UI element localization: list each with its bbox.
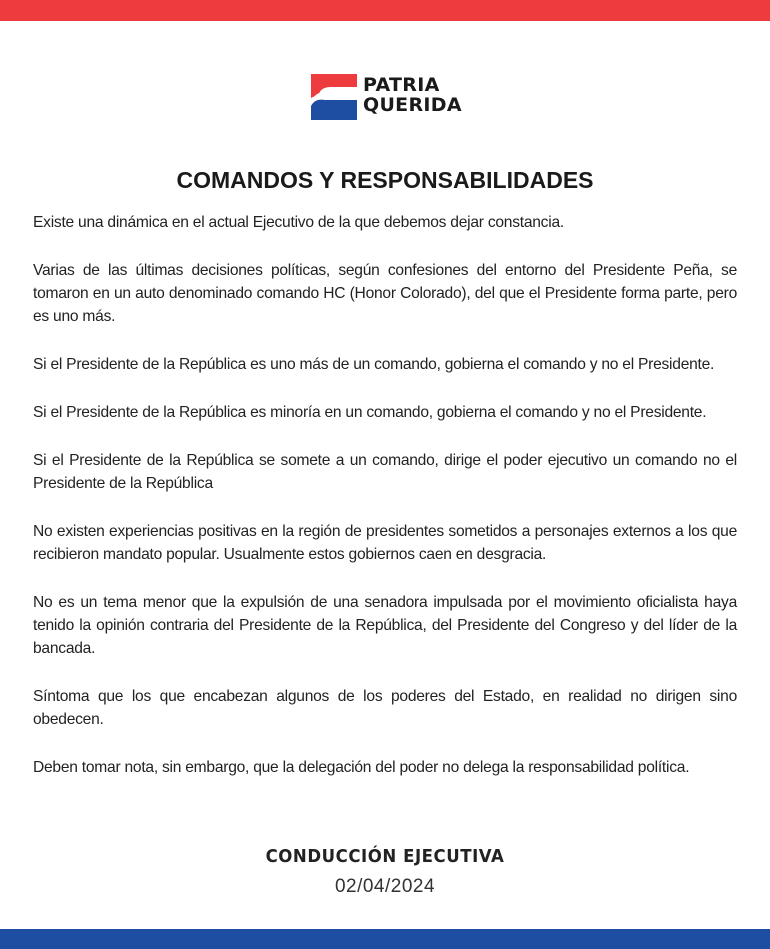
bottom-blue-bar: [0, 929, 770, 949]
paragraph-9: Deben tomar nota, sin embargo, que la delegación del poder no delega la responsabilidad política.: [33, 759, 690, 776]
paragraph-5: Si el Presidente de la República se somete a un comando, dirige el poder ejecutivo un comando no el Presidente de la República: [33, 452, 737, 492]
paragraph-4: Si el Presidente de la República es minoría en un comando, gobierna el comando y no el Presidente.: [33, 404, 707, 421]
signature: CONDUCCIÓN EJECUTIVA: [265, 846, 505, 867]
paragraph-8: Síntoma que los que encabezan algunos de los poderes del Estado, en realidad no dirigen sino obedecen.: [33, 688, 737, 728]
paragraph-7: No es un tema menor que la expulsión de una senadora impulsada por el movimiento oficialista haya tenido la opinión contraria del Presidente de la República, del Presidente del Congreso y del líder de la bancada.: [33, 594, 737, 657]
logo-line-2: QUERIDA: [363, 94, 462, 116]
top-red-bar: [0, 0, 770, 21]
paragraph-3: Si el Presidente de la República es uno más de un comando, gobierna el comando y no el Presidente.: [33, 356, 715, 373]
paragraph-6: No existen experiencias positivas en la región de presidentes sometidos a personajes externos a los que recibieron mandato popular. Usualmente estos gobiernos caen en desgracia.: [33, 523, 737, 563]
logo-line-1: PATRIA: [363, 74, 440, 96]
logo-wordmark: [363, 75, 462, 115]
statement-body: [33, 211, 737, 804]
date: 02/04/2024: [334, 876, 436, 897]
paragraph-1: Existe una dinámica en el actual Ejecutivo de la que debemos dejar constancia.: [33, 214, 564, 231]
paragraph-2: Varias de las últimas decisiones políticas, según confesiones del entorno del Presidente Peña, se tomaron en un auto denominado comando HC (Honor Colorado), del que el Presidente forma parte, pero es uno más.: [33, 262, 737, 325]
party-logo: [311, 72, 481, 122]
document-title: COMANDOS Y RESPONSABILIDADES: [176, 167, 594, 193]
flag-wave-icon: [311, 72, 357, 120]
